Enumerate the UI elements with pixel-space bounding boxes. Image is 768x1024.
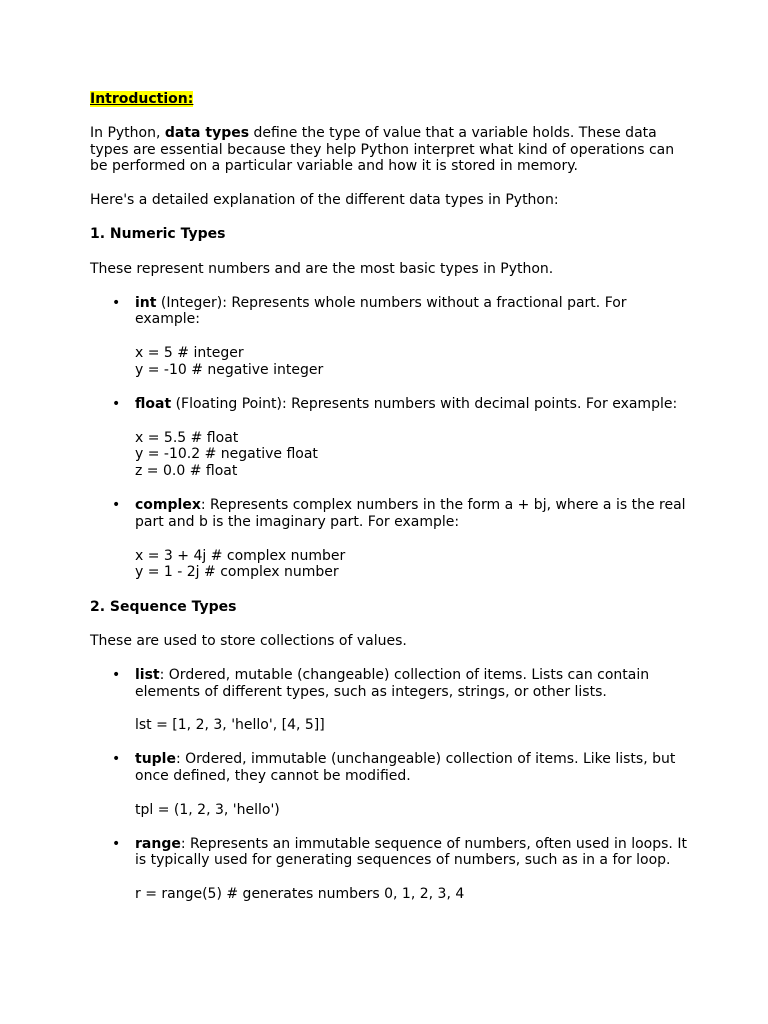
code-line: x = 5.5 # float	[135, 429, 239, 446]
intro-paragraph	[90, 125, 690, 175]
bullet-list	[90, 667, 690, 903]
item-text: (Floating Point): Represents numbers with decimal points. For example:	[171, 395, 678, 412]
section-heading: 2. Sequence Types	[90, 598, 237, 615]
list-item	[90, 751, 690, 818]
item-text: : Represents complex numbers in the form a + bj, where a is the real part and b is the imaginary part. For example:	[135, 496, 686, 530]
code-line: x = 5 # integer	[135, 345, 244, 362]
item-term: complex	[135, 496, 201, 513]
list-item	[90, 836, 690, 903]
code-line: y = 1 - 2j # complex number	[135, 564, 339, 581]
intro-heading: Introduction:	[90, 91, 194, 107]
list-item	[90, 295, 690, 379]
section-description: These represent numbers and are the most basic types in Python.	[90, 260, 554, 277]
item-paragraph	[135, 295, 690, 329]
code-line: lst = [1, 2, 3, 'hello', [4, 5]]	[135, 717, 325, 734]
item-term: list	[135, 666, 160, 683]
list-item	[90, 497, 690, 581]
list-item	[90, 667, 690, 734]
code-example	[135, 430, 690, 480]
item-term: range	[135, 835, 181, 852]
item-text: : Represents an immutable sequence of numbers, often used in loops. It is typically used for generating sequences of numbers, such as in a for loop.	[135, 835, 687, 869]
sections-container	[90, 226, 690, 902]
intro-text-post: define the type of value that a variable holds. These data types are essential because they help Python interpret what kind of operations can be performed on a particular variable and how it is stored in memory.	[90, 124, 675, 175]
bullet-icon: •	[112, 395, 121, 412]
bullet-icon: •	[112, 496, 121, 513]
code-line: r = range(5) # generates numbers 0, 1, 2, 3, 4	[135, 886, 465, 903]
section-description: These are used to store collections of values.	[90, 632, 407, 649]
code-example	[135, 717, 690, 734]
code-line: z = 0.0 # float	[135, 463, 238, 480]
section-heading: 1. Numeric Types	[90, 226, 226, 243]
intro-text-bold: data types	[164, 124, 250, 141]
item-text: : Ordered, immutable (unchangeable) collection of items. Like lists, but once defined, they cannot be modified.	[135, 751, 676, 784]
item-term: float	[135, 395, 172, 412]
code-example	[135, 802, 690, 819]
item-term: int	[135, 294, 157, 311]
item-paragraph	[135, 396, 690, 413]
code-line: y = -10 # negative integer	[135, 361, 324, 378]
item-paragraph	[135, 751, 690, 785]
item-term: tuple	[135, 751, 176, 768]
bullet-icon: •	[112, 666, 121, 683]
bullet-icon: •	[112, 294, 121, 311]
code-line: x = 3 + 4j # complex number	[135, 547, 346, 564]
item-text: : Ordered, mutable (changeable) collection of items. Lists can contain elements of different types, such as integers, strings, or other lists.	[135, 666, 650, 700]
code-line: tpl = (1, 2, 3, 'hello')	[135, 801, 280, 818]
code-example	[135, 345, 690, 379]
item-paragraph	[135, 836, 690, 870]
intro-heading-line	[90, 91, 690, 108]
code-example	[135, 548, 690, 582]
intro-text-pre: In Python,	[90, 124, 165, 141]
bullet-icon: •	[112, 835, 121, 852]
document-body	[90, 91, 690, 903]
bullet-icon: •	[112, 751, 121, 768]
code-example	[135, 886, 690, 903]
code-line: y = -10.2 # negative float	[135, 446, 318, 463]
item-paragraph	[135, 497, 690, 531]
item-paragraph	[135, 667, 690, 701]
bullet-list	[90, 295, 690, 582]
overview-paragraph: Here's a detailed explanation of the different data types in Python:	[90, 192, 559, 209]
list-item	[90, 396, 690, 480]
item-text: (Integer): Represents whole numbers without a fractional part. For example:	[135, 294, 627, 328]
